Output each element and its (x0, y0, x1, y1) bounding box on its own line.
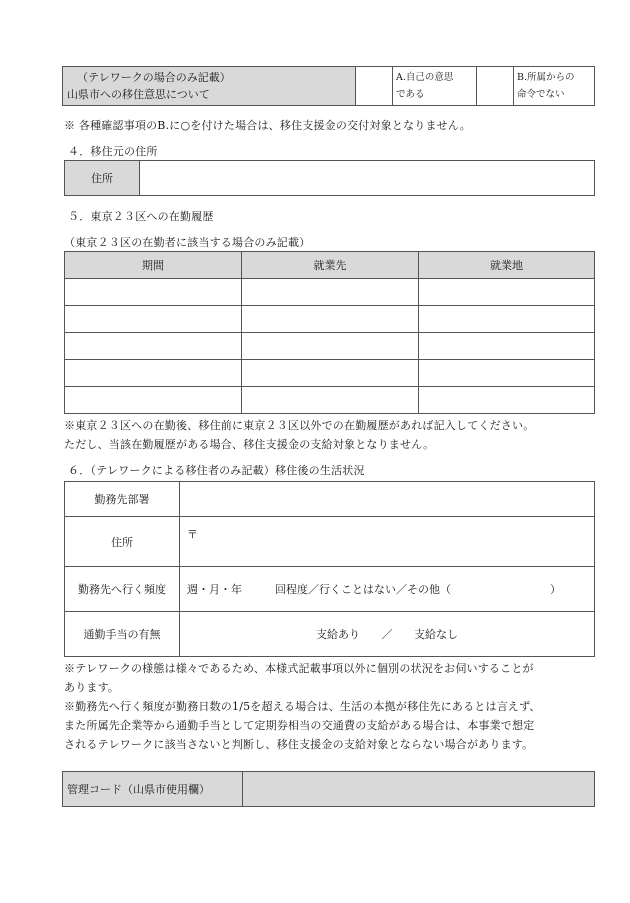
period-cell[interactable] (65, 387, 242, 414)
section5-subtitle: （東京２３区の在勤者に該当する場合のみ記載） (64, 236, 311, 249)
header-employer: 就業先 (242, 252, 419, 279)
section5-table (64, 251, 595, 414)
intent-label-line1: （テレワークの場合のみ記載） (77, 71, 231, 84)
period-cell[interactable] (65, 306, 242, 333)
commute-yes[interactable]: 支給あり (316, 627, 360, 641)
s6-address-field[interactable] (180, 517, 595, 567)
header-period: 期間 (65, 252, 242, 279)
table-row (65, 333, 595, 360)
employer-cell[interactable] (242, 333, 419, 360)
freq-label: 勤務先へ行く頻度 (65, 567, 180, 611)
intent-label-cell (63, 67, 356, 106)
option-a-line2: である (396, 89, 425, 100)
header-location: 就業地 (419, 252, 595, 279)
period-cell[interactable] (65, 279, 242, 306)
employer-cell[interactable] (242, 279, 419, 306)
dept-field[interactable] (180, 482, 595, 517)
location-cell[interactable] (419, 387, 595, 414)
employer-cell[interactable] (242, 387, 419, 414)
postal-mark: 〒 (187, 528, 198, 542)
intent-check-b[interactable] (477, 67, 514, 106)
admin-label: 管理コード（山県市使用欄） (63, 772, 243, 807)
intent-check-a[interactable] (356, 67, 393, 106)
section5-title: ５．東京２３区への在勤履歴 (68, 210, 214, 223)
section6-title: ６．（テレワークによる移住者のみ記載）移住後の生活状況 (68, 464, 365, 477)
employer-cell[interactable] (242, 360, 419, 387)
freq-field[interactable]: 週・月・年 回程度／行くことはない／その他（ ） (180, 567, 595, 611)
intent-label-line2: 山県市への移住意思について (67, 88, 210, 101)
admin-table (62, 771, 595, 807)
location-cell[interactable] (419, 306, 595, 333)
intent-table (62, 66, 595, 106)
bottom-note-1: ※テレワークの様態は様々であるため、本様式記載事項以外に個別の状況をお伺いすることが (64, 662, 534, 675)
section4-title: ４．移住元の住所 (68, 145, 158, 158)
intent-option-b (514, 67, 595, 106)
s6-address-label: 住所 (65, 517, 180, 567)
bottom-note-3: ※勤務先へ行く頻度が勤務日数の1/5を超える場合は、生活の本拠が移住先にあるとは言えず、 (64, 700, 541, 713)
location-cell[interactable] (419, 333, 595, 360)
section4-table (64, 160, 595, 196)
section4-address-field[interactable] (140, 161, 595, 196)
section5-note-1: ※東京２３区への在勤後、移住前に東京２３区以外での在勤履歴があれば記入してください。 (64, 419, 535, 432)
intent-option-a (393, 67, 477, 106)
bottom-note-2: あります。 (64, 681, 120, 694)
bottom-note-4: また所属先企業等から通勤手当として定期券相当の交通費の支給がある場合は、本事業で想定 (64, 719, 535, 732)
commute-field[interactable] (180, 611, 595, 656)
option-a-line1: A.自己の意思 (396, 72, 454, 83)
table-row (65, 360, 595, 387)
period-cell[interactable] (65, 333, 242, 360)
option-b-line1: B.所属からの (517, 72, 575, 83)
dept-label: 勤務先部署 (65, 482, 180, 517)
commute-label: 通勤手当の有無 (65, 611, 180, 656)
table-row (65, 387, 595, 414)
section5-note-2: ただし、当該在勤履歴がある場合、移住支援金の支給対象となりません。 (64, 438, 435, 451)
bottom-note-5: されるテレワークに該当さないと判断し、移住支援金の支給対象とならない場合があります。 (64, 738, 534, 751)
table-row (65, 279, 595, 306)
commute-sep: ／ (381, 627, 393, 641)
commute-no[interactable]: 支給なし (414, 627, 458, 641)
option-b-line2: 命令でない (517, 89, 565, 100)
section4-address-label: 住所 (65, 161, 140, 196)
section6-table (64, 481, 595, 657)
note-confirm: ※ 各種確認事項のB.に○を付けた場合は、移住支援金の交付対象となりません。 (64, 119, 471, 132)
location-cell[interactable] (419, 360, 595, 387)
admin-field (243, 772, 595, 807)
table-row (65, 306, 595, 333)
location-cell[interactable] (419, 279, 595, 306)
period-cell[interactable] (65, 360, 242, 387)
employer-cell[interactable] (242, 306, 419, 333)
